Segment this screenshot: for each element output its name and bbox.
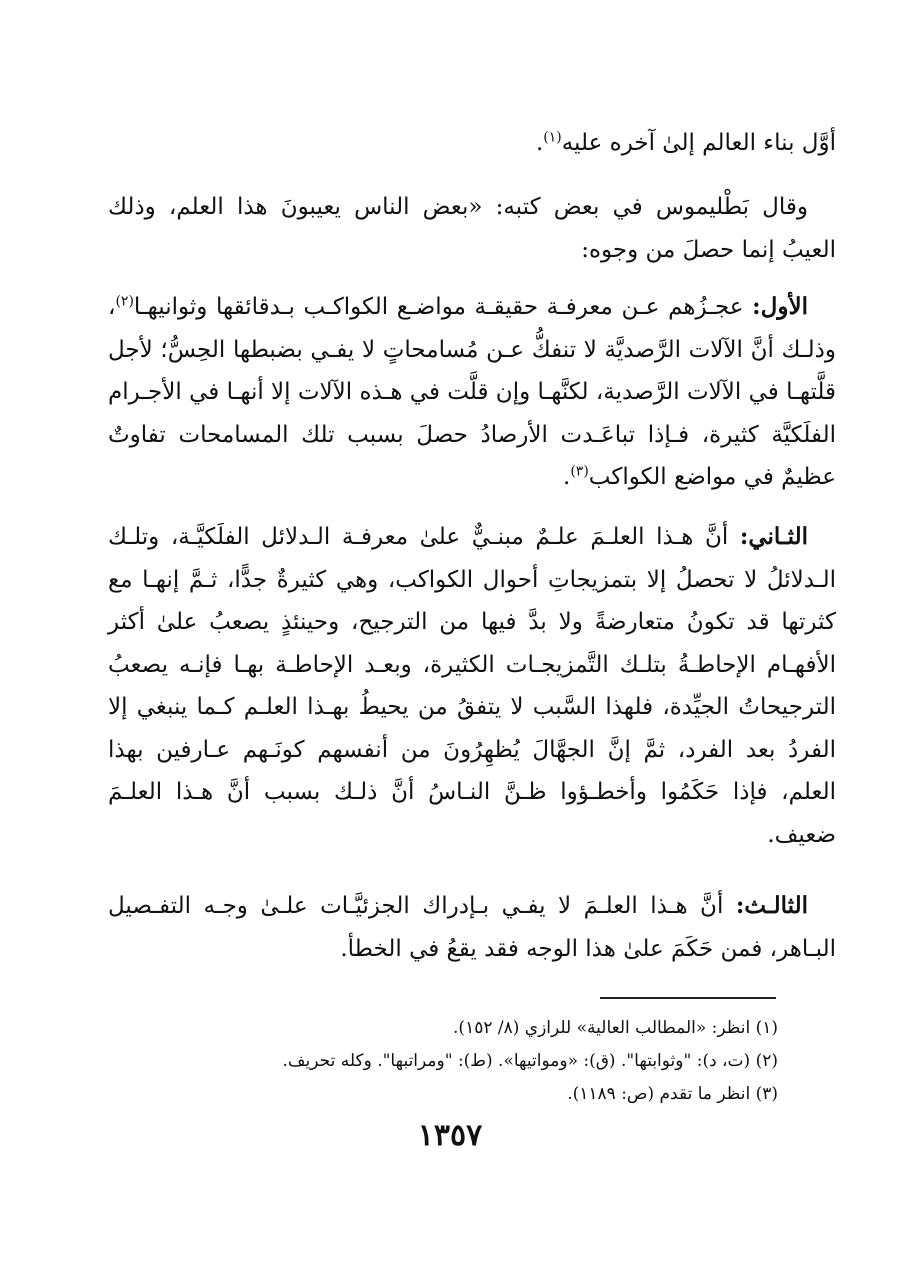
footnote-ref: (٢) xyxy=(115,293,134,310)
paragraph-text: عجـزُهم عـن معرفـة حقيقـة مواضـع الكواكـب بـدقائقها وثوانيهـا xyxy=(133,294,753,320)
footnote-ref: (١) xyxy=(543,129,562,146)
footnote-ref: (٣) xyxy=(570,463,589,480)
paragraph-text: أنَّ هـذا العلـمَ علـمٌ مبنـيٌّ علىٰ معرفـة الـدلائل الفلَكيَّـة، وتلـك الـدلائلُ لا تحصلُ إلا بتمزيجاتِ أحوال الكواكب، وهي كثيرةٌ جدًّا، ثـمَّ إنهـا مع كثرتها قد تكونُ متعارضةً ولا بدَّ فيها من الترجيح، وحينئذٍ يصعبُ علىٰ أكثر الأفهـام الإحاطـةُ بتلـك التَّمزيجـات الكثيرة، وبعـد الإحاطـة بهـا فإنـه يصعبُ الترجيحاتُ الجيِّدة، فلهذا السَّبب لا يتفقُ من يحيطُ بهـذا العلـم كـما ينبغي إلا الفردُ بعد الفرد، ثمَّ إنَّ الجهَّالَ يُظهِرُونَ من أنفسهم كونَـهم عـارفين بهذا العلم، فإذا حَكَمُوا وأخطـؤوا ظـنَّ النـاسُ أنَّ ذلـك بسبب أنَّ هـذا العلـمَ ضعيف. xyxy=(108,524,837,848)
paragraph-third-reason xyxy=(108,885,836,970)
paragraph-tail: . xyxy=(535,130,544,156)
paragraph-second-reason xyxy=(108,516,836,856)
footnote-item: (٢) (ت، د): "وثوابتها". (ق): «ومواتيها». (ط): "ومراتبها". وكله تحريف. xyxy=(282,1051,778,1071)
page-number: ١٣٥٧ xyxy=(417,1118,483,1153)
footnote-item: (١) انظر: «المطالب العالية» للرازي (٨/ ١٥٢). xyxy=(453,1018,778,1038)
paragraph-text: ، وذلـك أنَّ الآلات الرَّصديَّة لا تنفكُّ عـن مُسامحاتٍ لا يفـي بضبطها الحِسُّ؛ لأجل قلَّتهـا في الآلات الرَّصدية، لكنَّهـا وإن قلَّت في هـذه الآلات إلا أنهـا في الأجـرام الفلَكيَّة كثيرة، فـإذا تباعَـدت الأرصادُ حصلَ بسبب تلك المسامحات تفاوتٌ عظيمٌ في مواضع الكواكب xyxy=(108,294,836,490)
footnote-item: (٣) انظر ما تقدم (ص: ١١٨٩). xyxy=(567,1084,778,1104)
paragraph-first-reason xyxy=(108,286,836,499)
paragraph-tail: . xyxy=(563,464,571,490)
footnote-divider xyxy=(600,997,776,999)
paragraph-text: وقال بَطْليموس في بعض كتبه: «بعض الناس يعيبونَ هذا العلم، وذلك العيبُ إنما حصلَ من وجوه: xyxy=(108,194,836,263)
paragraph-continuation xyxy=(108,122,836,165)
paragraph-heading: الثـاني: xyxy=(739,523,808,550)
paragraph-ptolemy-quote xyxy=(108,186,836,271)
paragraph-heading: الثالـث: xyxy=(735,892,808,919)
paragraph-text: أنَّ هـذا العلـمَ لا يفـي بـإدراك الجزئيَّـات علـىٰ وجـه التفـصيل البـاهر، فمن حَكَمَ علىٰ هذا الوجه فقد يقعُ في الخطأ. xyxy=(108,893,836,962)
footnotes xyxy=(108,1012,778,1111)
paragraph-heading: الأول: xyxy=(752,293,808,320)
paragraph-text: أوَّل بناء العالم إلىٰ آخره عليه xyxy=(561,130,836,156)
